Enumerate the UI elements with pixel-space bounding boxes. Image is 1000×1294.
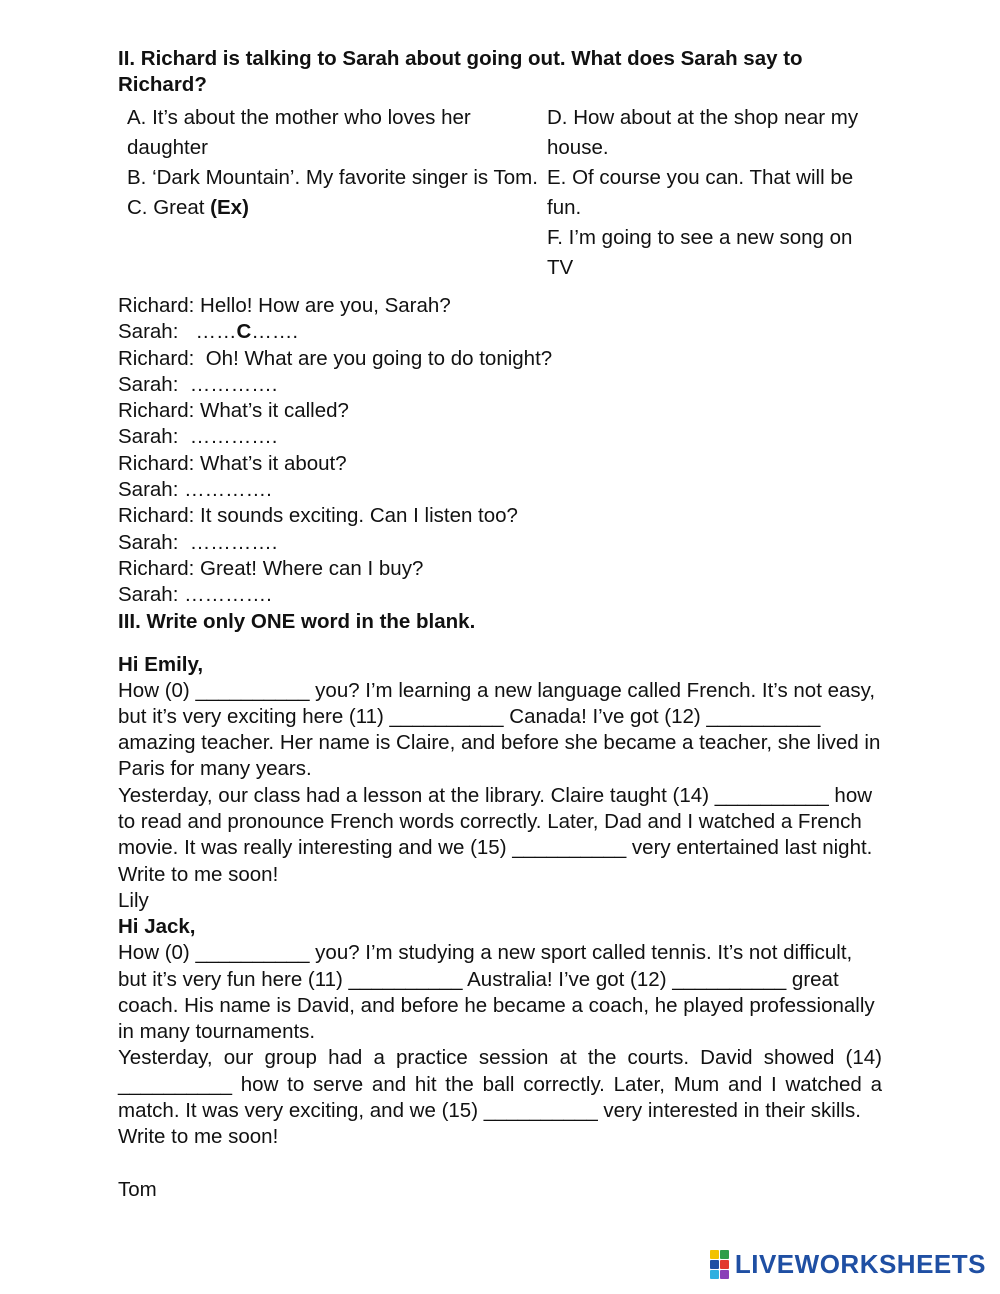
letter-2-closing: Write to me soon! (118, 1125, 279, 1149)
liveworksheets-logo-icon (710, 1250, 729, 1279)
dialogue-line-example (118, 319, 882, 345)
dialogue-line: Richard: Hello! How are you, Sarah? (118, 294, 451, 317)
example-suffix: ……. (251, 320, 299, 344)
liveworksheets-logo-text: LIVEWORKSHEETS (734, 1249, 986, 1279)
letter-2-paragraph-2[interactable]: Yesterday, our group had a practice session at the courts. David showed (14) __________ how to serve and hit the ball correctly. Later, Mum and I watched a match. It was very exciting, and we (15) __________ very interested in their skills. (118, 1046, 882, 1123)
letter-1-greeting: Hi Emily, (118, 652, 204, 676)
letter-2-greeting: Hi Jack, (118, 915, 196, 939)
option-c (127, 193, 538, 223)
example-answer: C (236, 320, 252, 344)
answer-options (118, 103, 882, 283)
letter-1-closing: Write to me soon! (118, 862, 279, 886)
dialogue-line: Richard: What’s it called? (118, 399, 349, 423)
logo-square (710, 1260, 719, 1269)
logo-square (720, 1270, 729, 1279)
dialogue-answer-blank[interactable]: Sarah: …………. (118, 530, 278, 554)
option-d: D. How about at the shop near my house. (547, 106, 859, 159)
letter-2-signature: Tom (118, 1177, 157, 1201)
dialogue (118, 293, 882, 609)
logo-square (720, 1260, 729, 1269)
letter-1-paragraph-1[interactable]: How (0) __________ you? I’m learning a new language called French. It’s not easy, but it’s very exciting here (11) __________ Canada! I’ve got (12) __________ amazing teacher. Her name is Claire, and before she became a teacher, she lived in Paris for many years. (118, 678, 881, 781)
option-a: A. It’s about the mother who loves her daughter (127, 106, 471, 159)
dialogue-line: Richard: Oh! What are you going to do tonight? (118, 346, 553, 370)
dialogue-answer-blank[interactable]: Sarah: …………. (118, 425, 278, 449)
dialogue-answer-blank[interactable]: Sarah: …………. (118, 583, 272, 607)
options-right-column (538, 103, 882, 283)
option-b: B. ‘Dark Mountain’. My favorite singer is Tom. (127, 166, 538, 189)
dialogue-line: Richard: Great! Where can I buy? (118, 556, 424, 580)
worksheet-page (118, 46, 882, 1203)
option-c-text: C. Great (127, 196, 211, 219)
option-f: F. I’m going to see a new song on TV (547, 226, 853, 279)
dialogue-answer-blank[interactable]: Sarah: …………. (118, 372, 278, 396)
logo-square (710, 1270, 719, 1279)
liveworksheets-logo (710, 1249, 986, 1280)
letter-1-paragraph-2[interactable]: Yesterday, our class had a lesson at the library. Claire taught (14) __________ how to read and pronounce French words correctly. Later, Dad and I watched a French movie. It was really interesting and we (15) __________ very entertained last night. (118, 783, 873, 860)
dialogue-line: Richard: What’s it about? (118, 451, 347, 475)
option-e: E. Of course you can. That will be fun. (547, 166, 854, 219)
logo-square (720, 1250, 729, 1259)
logo-square (710, 1250, 719, 1259)
dialogue-line: Richard: It sounds exciting. Can I listen too? (118, 504, 518, 528)
options-left-column (118, 103, 538, 283)
option-c-example-tag: (Ex) (210, 196, 249, 219)
dialogue-answer-blank[interactable]: Sarah: …………. (118, 478, 272, 502)
example-prefix: Sarah: …… (118, 320, 237, 344)
section-2-heading: II. Richard is talking to Sarah about going out. What does Sarah say to Richard? (118, 47, 803, 96)
letter-1-signature: Lily (118, 888, 149, 912)
section-3-heading: III. Write only ONE word in the blank. (118, 609, 476, 633)
letter-2-paragraph-1[interactable]: How (0) __________ you? I’m studying a new sport called tennis. It’s not difficult, but it’s very fun here (11) __________ Australia! I’ve got (12) __________ great coach. His name is David, and before he became a coach, he played professionally in many tournaments. (118, 941, 875, 1044)
